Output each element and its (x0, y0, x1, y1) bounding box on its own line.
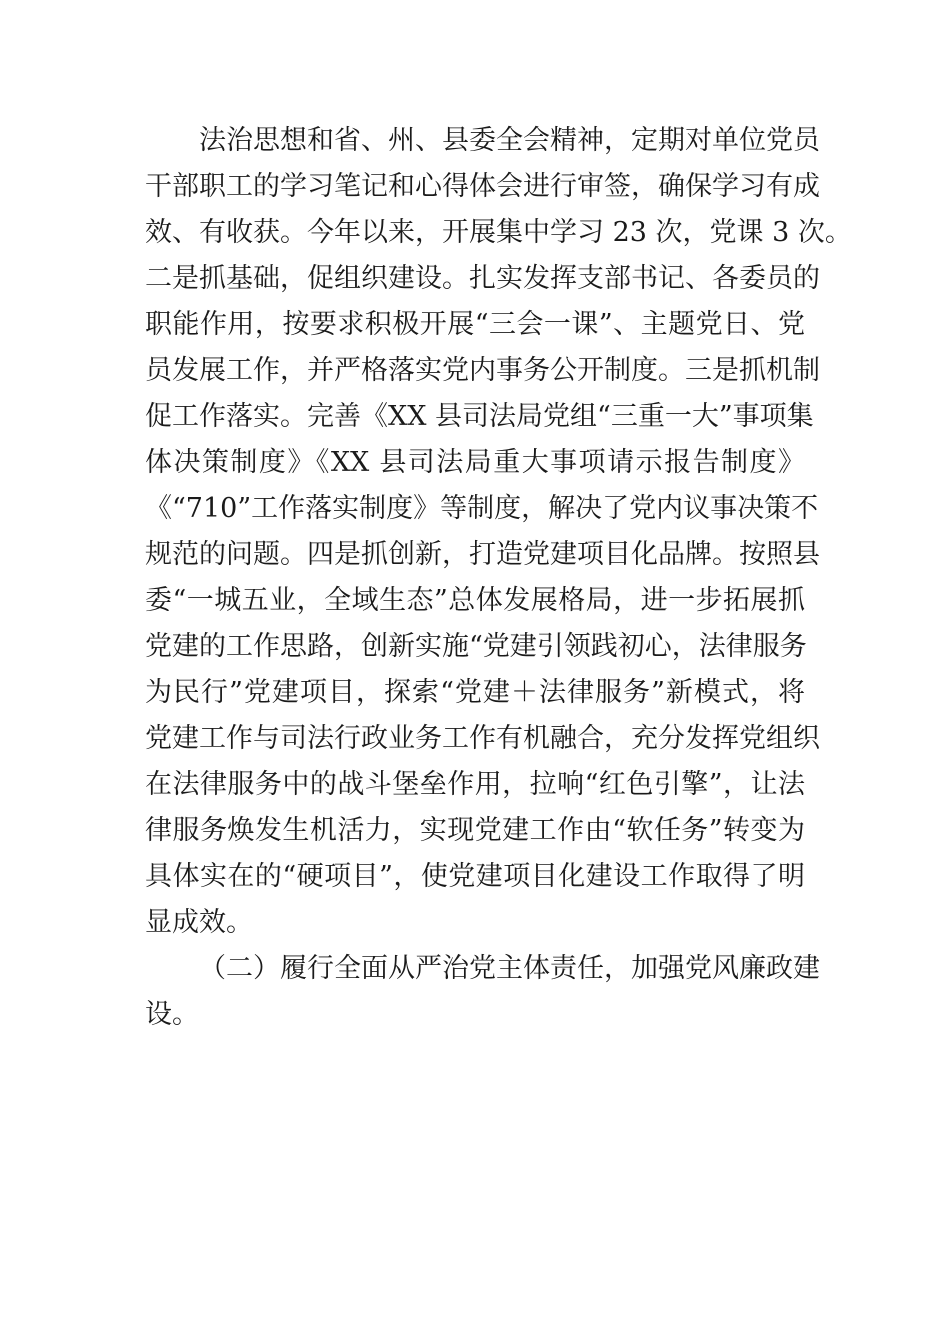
section-heading-line: 设。 (145, 999, 199, 1030)
text-line: 法治思想和省、州、县委全会精神，定期对单位党员 (199, 125, 820, 156)
text-line: 体决策制度》《XX 县司法局重大事项请示报告制度》 (145, 447, 805, 478)
text-line: 律服务焕发生机活力，实现党建工作由“软任务”转变为 (145, 815, 805, 846)
text-line: 在法律服务中的战斗堡垒作用，拉响“红色引擎”，让法 (145, 769, 805, 800)
text-line: 党建工作与司法行政业务工作有机融合，充分发挥党组织 (145, 723, 820, 754)
text-line: 为民行”党建项目，探索“党建＋法律服务”新模式，将 (145, 677, 805, 708)
text-line: 委“一城五业，全域生态”总体发展格局，进一步拓展抓 (145, 585, 805, 616)
text-line: 员发展工作，并严格落实党内事务公开制度。三是抓机制 (145, 355, 820, 386)
text-line: 效、有收获。今年以来，开展集中学习 23 次，党课 3 次。 (145, 217, 852, 248)
text-line: 《“710”工作落实制度》等制度，解决了党内议事决策不 (145, 493, 819, 524)
text-line: 具体实在的“硬项目”，使党建项目化建设工作取得了明 (145, 861, 805, 892)
text-line: 显成效。 (145, 907, 253, 938)
text-line: 促工作落实。完善《XX 县司法局党组“三重一大”事项集 (145, 401, 814, 432)
body-text (145, 118, 852, 1038)
text-line: 二是抓基础，促组织建设。扎实发挥支部书记、各委员的 (145, 263, 820, 294)
text-line: 规范的问题。四是抓创新，打造党建项目化品牌。按照县 (145, 539, 820, 570)
section-heading-line: （二）履行全面从严治党主体责任，加强党风廉政建 (199, 953, 820, 984)
text-line: 职能作用，按要求积极开展“三会一课”、主题党日、党 (145, 309, 805, 340)
text-line: 党建的工作思路，创新实施“党建引领践初心，法律服务 (145, 631, 807, 662)
text-line: 干部职工的学习笔记和心得体会进行审签，确保学习有成 (145, 171, 820, 202)
